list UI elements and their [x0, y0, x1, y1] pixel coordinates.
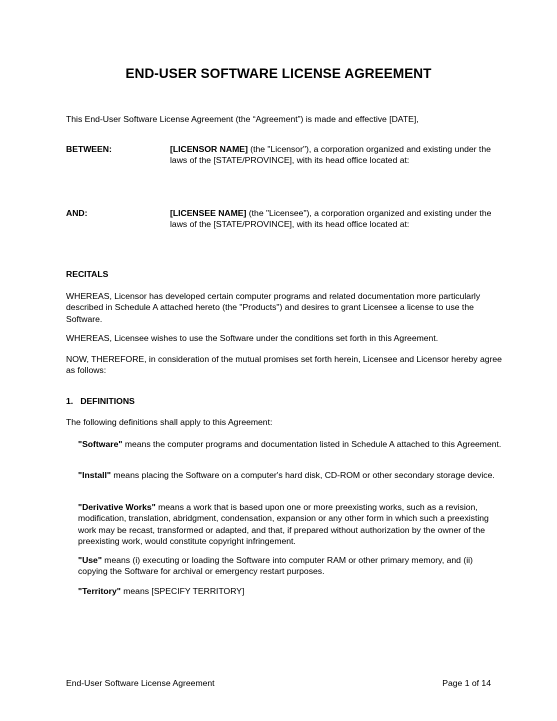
definition-item-territory: [78, 586, 502, 597]
footer-document-name: End-User Software License Agreement: [66, 678, 215, 688]
definition-item-software: [78, 439, 502, 450]
licensee-paragraph: [170, 208, 502, 231]
licensor-paragraph: [170, 144, 502, 167]
licensee-text: (the "Licensee"), a corporation organized and existing under the laws of the [STATE/PROVINCE], with its head office located at:: [170, 208, 492, 230]
footer-page-number: Page 1 of 14: [442, 678, 491, 688]
intro-paragraph: This End-User Software License Agreement (the “Agreement”) is made and effective [DATE],: [66, 114, 419, 124]
licensor-name: [LICENSOR NAME]: [170, 144, 248, 154]
recital-paragraph-2: WHEREAS, Licensee wishes to use the Software under the conditions set forth in this Agreement.: [66, 333, 439, 343]
definition-term: "Software": [78, 439, 123, 449]
licensor-text: (the "Licensor"), a corporation organized and existing under the laws of the [STATE/PROVINCE], with its head office located at:: [170, 144, 491, 166]
and-label: AND:: [66, 208, 88, 218]
definition-term: "Use": [78, 555, 102, 565]
definitions-intro: The following definitions shall apply to this Agreement:: [66, 417, 273, 427]
recitals-heading: RECITALS: [66, 269, 109, 279]
definition-term: "Install": [78, 470, 111, 480]
definition-term: "Territory": [78, 586, 121, 596]
recital-paragraph-1: WHEREAS, Licensor has developed certain computer programs and related documentation more particularly described in Schedule A attached hereto (the "Products") and desires to grant Licensee a license to use the Software.: [66, 291, 481, 324]
definition-text: means placing the Software on a computer's hard disk, CD-ROM or other secondary storage device.: [110, 470, 495, 480]
definition-text: means [SPECIFY TERRITORY]: [120, 586, 245, 596]
document-title: END-USER SOFTWARE LICENSE AGREEMENT: [125, 66, 432, 81]
definition-text: means (i) executing or loading the Software into computer RAM or other primary memory, and (ii) copying the Software for archival or emergency restart purposes.: [78, 555, 473, 577]
between-label: BETWEEN:: [66, 144, 112, 154]
definition-item-derivative-works: [78, 502, 502, 548]
definition-text: means a work that is based upon one or more preexisting works, such as a revision, modification, translation, abridgment, condensation, expansion or any other form in which such a preexisting work may be recast, transformed or adapted, and that, if prepared without authorization by the owner of the preexisting work, would constitute copyright infringement.: [78, 502, 489, 547]
definition-item-install: [78, 470, 502, 481]
definition-text: means the computer programs and documentation listed in Schedule A attached to this Agreement.: [122, 439, 502, 449]
definitions-heading: 1. DEFINITIONS: [66, 396, 135, 406]
definition-item-use: [78, 555, 502, 578]
definition-term: "Derivative Works": [78, 502, 156, 512]
recital-paragraph-3: NOW, THEREFORE, in consideration of the mutual promises set forth herein, Licensee and Licensor hereby agree as follows:: [66, 354, 502, 376]
licensee-name: [LICENSEE NAME]: [170, 208, 247, 218]
